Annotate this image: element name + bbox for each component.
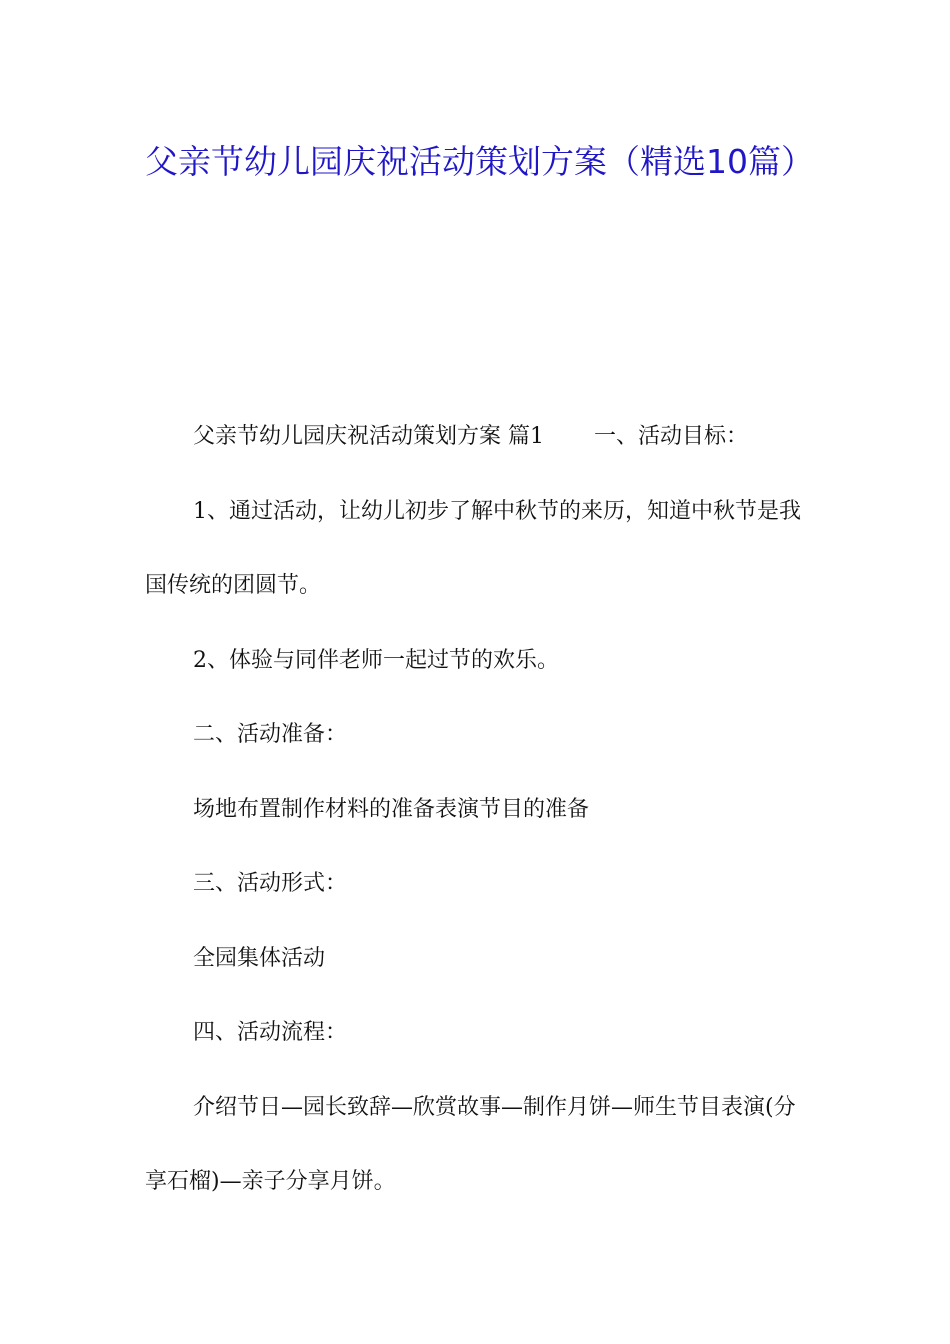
paragraph-goal-1: 1、通过活动，让幼儿初步了解中秋节的来历，知道中秋节是我国传统的团圆节。 bbox=[145, 498, 801, 598]
paragraph-preparation: 场地布置制作材料的准备表演节目的准备 bbox=[193, 796, 590, 822]
document-title: 父亲节幼儿园庆祝活动策划方案（精选10篇） bbox=[145, 142, 814, 181]
paragraph-preparation-heading: 二、活动准备： bbox=[193, 722, 348, 747]
paragraph-goal-heading: 一、活动目标： bbox=[594, 424, 749, 449]
paragraph-format-heading: 三、活动形式： bbox=[193, 871, 348, 896]
paragraph-goal-2: 2、体验与同伴老师一起过节的欢乐。 bbox=[193, 647, 559, 673]
paragraph-process: 介绍节日—园长致辞—欣赏故事—制作月饼—师生节目表演(分享石榴)—亲子分享月饼。 bbox=[145, 1094, 796, 1194]
section-heading-line bbox=[145, 400, 810, 475]
paragraph-format: 全园集体活动 bbox=[193, 945, 326, 971]
section-heading: 父亲节幼儿园庆祝活动策划方案 篇1 bbox=[193, 424, 544, 449]
paragraph-process-heading: 四、活动流程： bbox=[193, 1020, 348, 1045]
document-body bbox=[145, 400, 810, 1220]
